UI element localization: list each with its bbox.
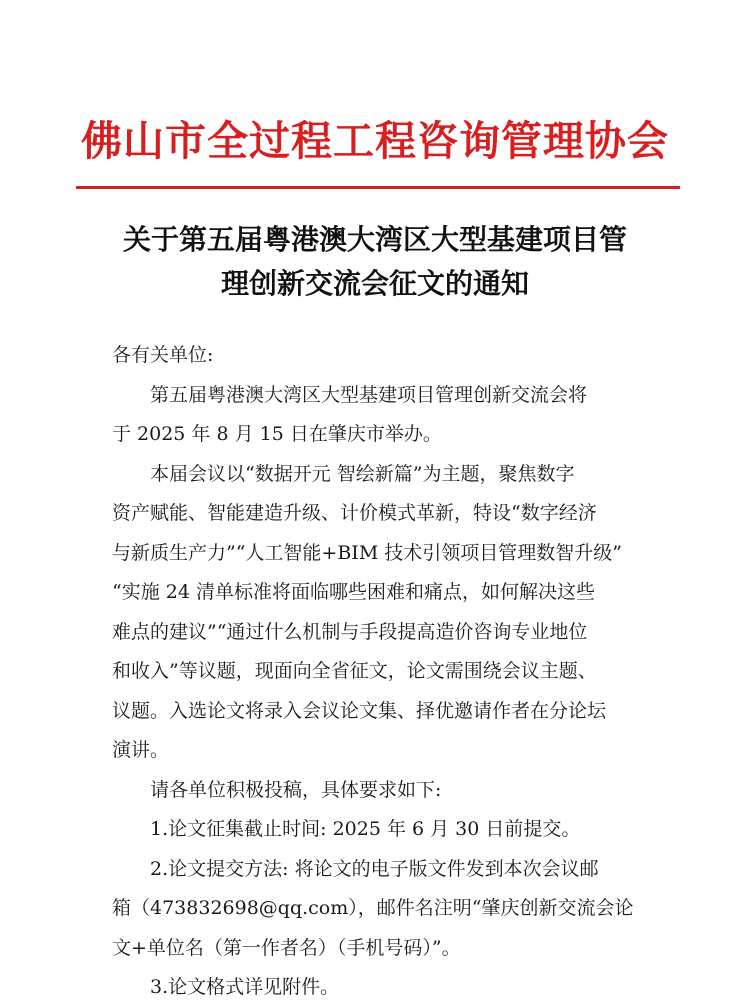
body-line: 第五届粤港澳大湾区大型基建项目管理创新交流会将 bbox=[150, 383, 588, 406]
requirement-item: 3.论文格式详见附件。 bbox=[150, 976, 340, 998]
body-line: 资产赋能、智能建造升级、计价模式革新，特设“数字经济 bbox=[112, 502, 597, 524]
requirement-item: 1.论文征集截止时间: 2025 年 6 月 30 日前提交。 bbox=[150, 818, 581, 840]
body-line: 与新质生产力”“人工智能+BIM 技术引领项目管理数智升级” bbox=[112, 541, 623, 564]
notice-title bbox=[0, 218, 750, 306]
body-line: 演讲。 bbox=[112, 739, 170, 761]
requirement-item-continued: 文+单位名（第一作者名）（手机号码）”。 bbox=[112, 936, 461, 959]
body-line: 难点的建议”“通过什么机制与手段提高造价咨询专业地位 bbox=[112, 620, 588, 643]
requirement-item: 2.论文提交方法: 将论文的电子版文件发到本次会议邮 bbox=[150, 857, 599, 880]
body-line: 议题。入选论文将录入会议论文集、择优邀请作者在分论坛 bbox=[112, 699, 607, 722]
body-line: “实施 24 清单标准将面临哪些困难和痛点，如何解决这些 bbox=[112, 581, 595, 603]
notice-title-line-2: 理创新交流会征文的通知 bbox=[220, 267, 529, 300]
body-line: 请各单位积极投稿，具体要求如下: bbox=[150, 778, 442, 801]
body-line: 和收入”等议题，现面向全省征文，论文需围绕会议主题、 bbox=[112, 660, 597, 682]
body-line: 本届会议以“数据开元 智绘新篇”为主题，聚焦数字 bbox=[150, 462, 575, 485]
notice-title-line-1: 关于第五届粤港澳大湾区大型基建项目管 bbox=[122, 223, 627, 256]
letterhead-divider bbox=[76, 186, 680, 189]
notice-body bbox=[112, 336, 657, 1008]
salutation: 各有关单位: bbox=[112, 344, 214, 366]
body-line: 于 2025 年 8 月 15 日在肇庆市举办。 bbox=[112, 423, 442, 445]
requirement-item-continued: 箱（473832698@qq.com），邮件名注明“肇庆创新交流会论 bbox=[112, 897, 634, 919]
letterhead-org-name: 佛山市全过程工程咨询管理协会 bbox=[81, 117, 669, 165]
